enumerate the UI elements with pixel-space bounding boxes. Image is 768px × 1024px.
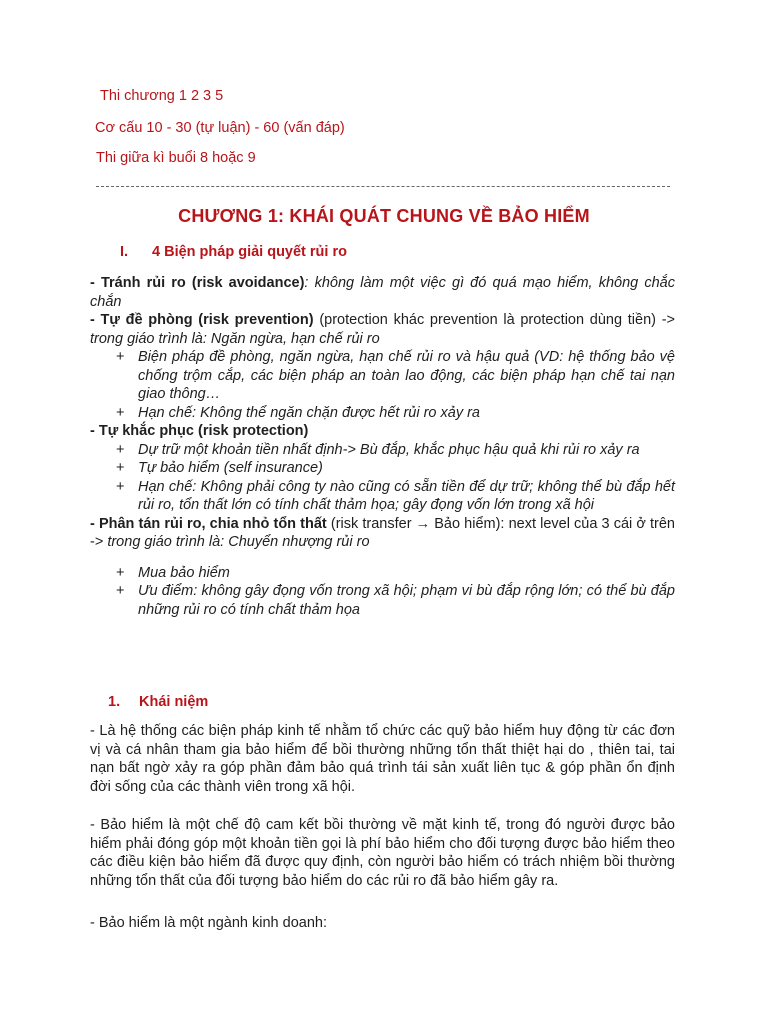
transfer-bullets: [90, 564, 675, 620]
section-title: 4 Biện pháp giải quyết rủi ro: [152, 244, 347, 260]
measure-protection-label: - Tự khắc phục (risk protection): [90, 423, 309, 439]
measure-transfer-italic: trong giáo trình là: Chuyển nhượng rủi ro: [107, 534, 370, 550]
protection-bullets: [90, 441, 675, 515]
bullet-mark: +: [116, 564, 125, 581]
bullet-mark: +: [116, 478, 125, 495]
bullet-mark: +: [116, 583, 125, 599]
list-item-text: Tự bảo hiểm (self insurance): [138, 460, 323, 476]
dashed-divider: [96, 186, 670, 187]
list-item: [90, 348, 675, 404]
list-item-text: Biện pháp đề phòng, ngăn ngừa, hạn chế rủi ro và hậu quả (VD: hệ thống bảo vệ chống trộm cắp, các biện pháp an toàn lao động, các biện pháp hạn chế tai nạn giao thông…: [138, 349, 675, 402]
exam-chapters-note: Thi chương 1 2 3 5: [100, 88, 224, 104]
measure-prevention: [90, 311, 675, 348]
bullet-mark: +: [116, 404, 125, 421]
prevention-bullets: [90, 348, 675, 422]
section-heading: [120, 244, 347, 260]
bullet-mark: +: [116, 349, 125, 365]
bullet-mark: +: [116, 441, 125, 458]
list-item: [90, 441, 675, 460]
list-item: [90, 478, 675, 515]
list-item-text: Hạn chế: Không phải công ty nào cũng có sẵn tiền để dự trữ; không thể bù đắp hết rủi ro, tổn thất lớn có tính chất thảm họa; gây đọng vốn lớn trong xã hội: [138, 478, 675, 513]
definition-paragraph-1: - Là hệ thống các biện pháp kinh tế nhằm tổ chức các quỹ bảo hiểm huy động từ các đơn vị và cá nhân tham gia bảo hiểm để bồi thường những tổn thất thiệt hại do , thiên tai, tai nạn bất ngờ xảy ra góp phần đảm bảo quá trình tái sản xuất liên tục & góp phần ổn định đời sống của các thành viên trong xã hội.: [90, 723, 675, 795]
measure-avoidance: [90, 274, 675, 311]
subsection-heading: [108, 694, 208, 710]
list-item-text: Ưu điểm: không gây đọng vốn trong xã hội; phạm vi bù đắp rộng lớn; có thể bù đắp những rủi ro có tính chất thảm họa: [138, 583, 675, 618]
measure-transfer-text: (risk transfer → Bảo hiểm): next level của 3 cái ở trên ->: [90, 515, 675, 550]
section-number: I.: [120, 244, 129, 260]
list-item: [90, 404, 675, 423]
midterm-note: Thi giữa kì buổi 8 hoặc 9: [96, 150, 256, 166]
measure-transfer: [90, 515, 675, 552]
subsection-title: Khái niệm: [139, 694, 209, 710]
measure-prevention-label: - Tự đề phòng (risk prevention): [90, 312, 314, 328]
list-item: [90, 582, 675, 619]
measure-prevention-italic: trong giáo trình là: Ngăn ngừa, hạn chế rủi ro: [90, 330, 380, 347]
list-item: [90, 459, 675, 478]
bullet-mark: +: [116, 460, 125, 476]
subsection-number: 1.: [108, 694, 121, 710]
list-item: [90, 564, 675, 583]
measure-prevention-text: (protection khác prevention là protection dùng tiền) ->: [313, 312, 675, 328]
measure-protection: [90, 422, 675, 441]
definition-paragraph-3: - Bảo hiểm là một ngành kinh doanh:: [90, 915, 327, 931]
definition-paragraph-2: - Bảo hiểm là một chế độ cam kết bồi thường về mặt kinh tế, trong đó người được bảo hiểm phải đóng góp một khoản tiền gọi là phí bảo hiểm cho đối tượng được bảo hiểm theo các điều kiện bảo hiểm đã được quy định, còn người bảo hiểm có trách nhiệm bồi thường những tổn thất của đối tượng bảo hiểm do các rủi ro đã bảo hiểm gây ra.: [90, 817, 675, 889]
measure-transfer-label: - Phân tán rủi ro, chia nhỏ tổn thất: [90, 515, 327, 532]
exam-structure-note: Cơ cấu 10 - 30 (tự luận) - 60 (vấn đáp): [95, 120, 345, 136]
risk-measures-block: [90, 274, 675, 619]
list-item-text: Dự trữ một khoản tiền nhất định-> Bù đắp, khắc phục hậu quả khi rủi ro xảy ra: [138, 441, 640, 458]
list-item-text: Mua bảo hiểm: [138, 564, 230, 581]
measure-avoidance-text: : không làm một việc gì đó quá mạo hiểm, không chắc chắn: [90, 275, 675, 310]
measure-avoidance-label: - Tránh rủi ro (risk avoidance): [90, 275, 305, 291]
list-item-text: Hạn chế: Không thể ngăn chặn được hết rủi ro xảy ra: [138, 404, 480, 421]
chapter-title: CHƯƠNG 1: KHÁI QUÁT CHUNG VỀ BẢO HIỂM: [178, 206, 590, 226]
